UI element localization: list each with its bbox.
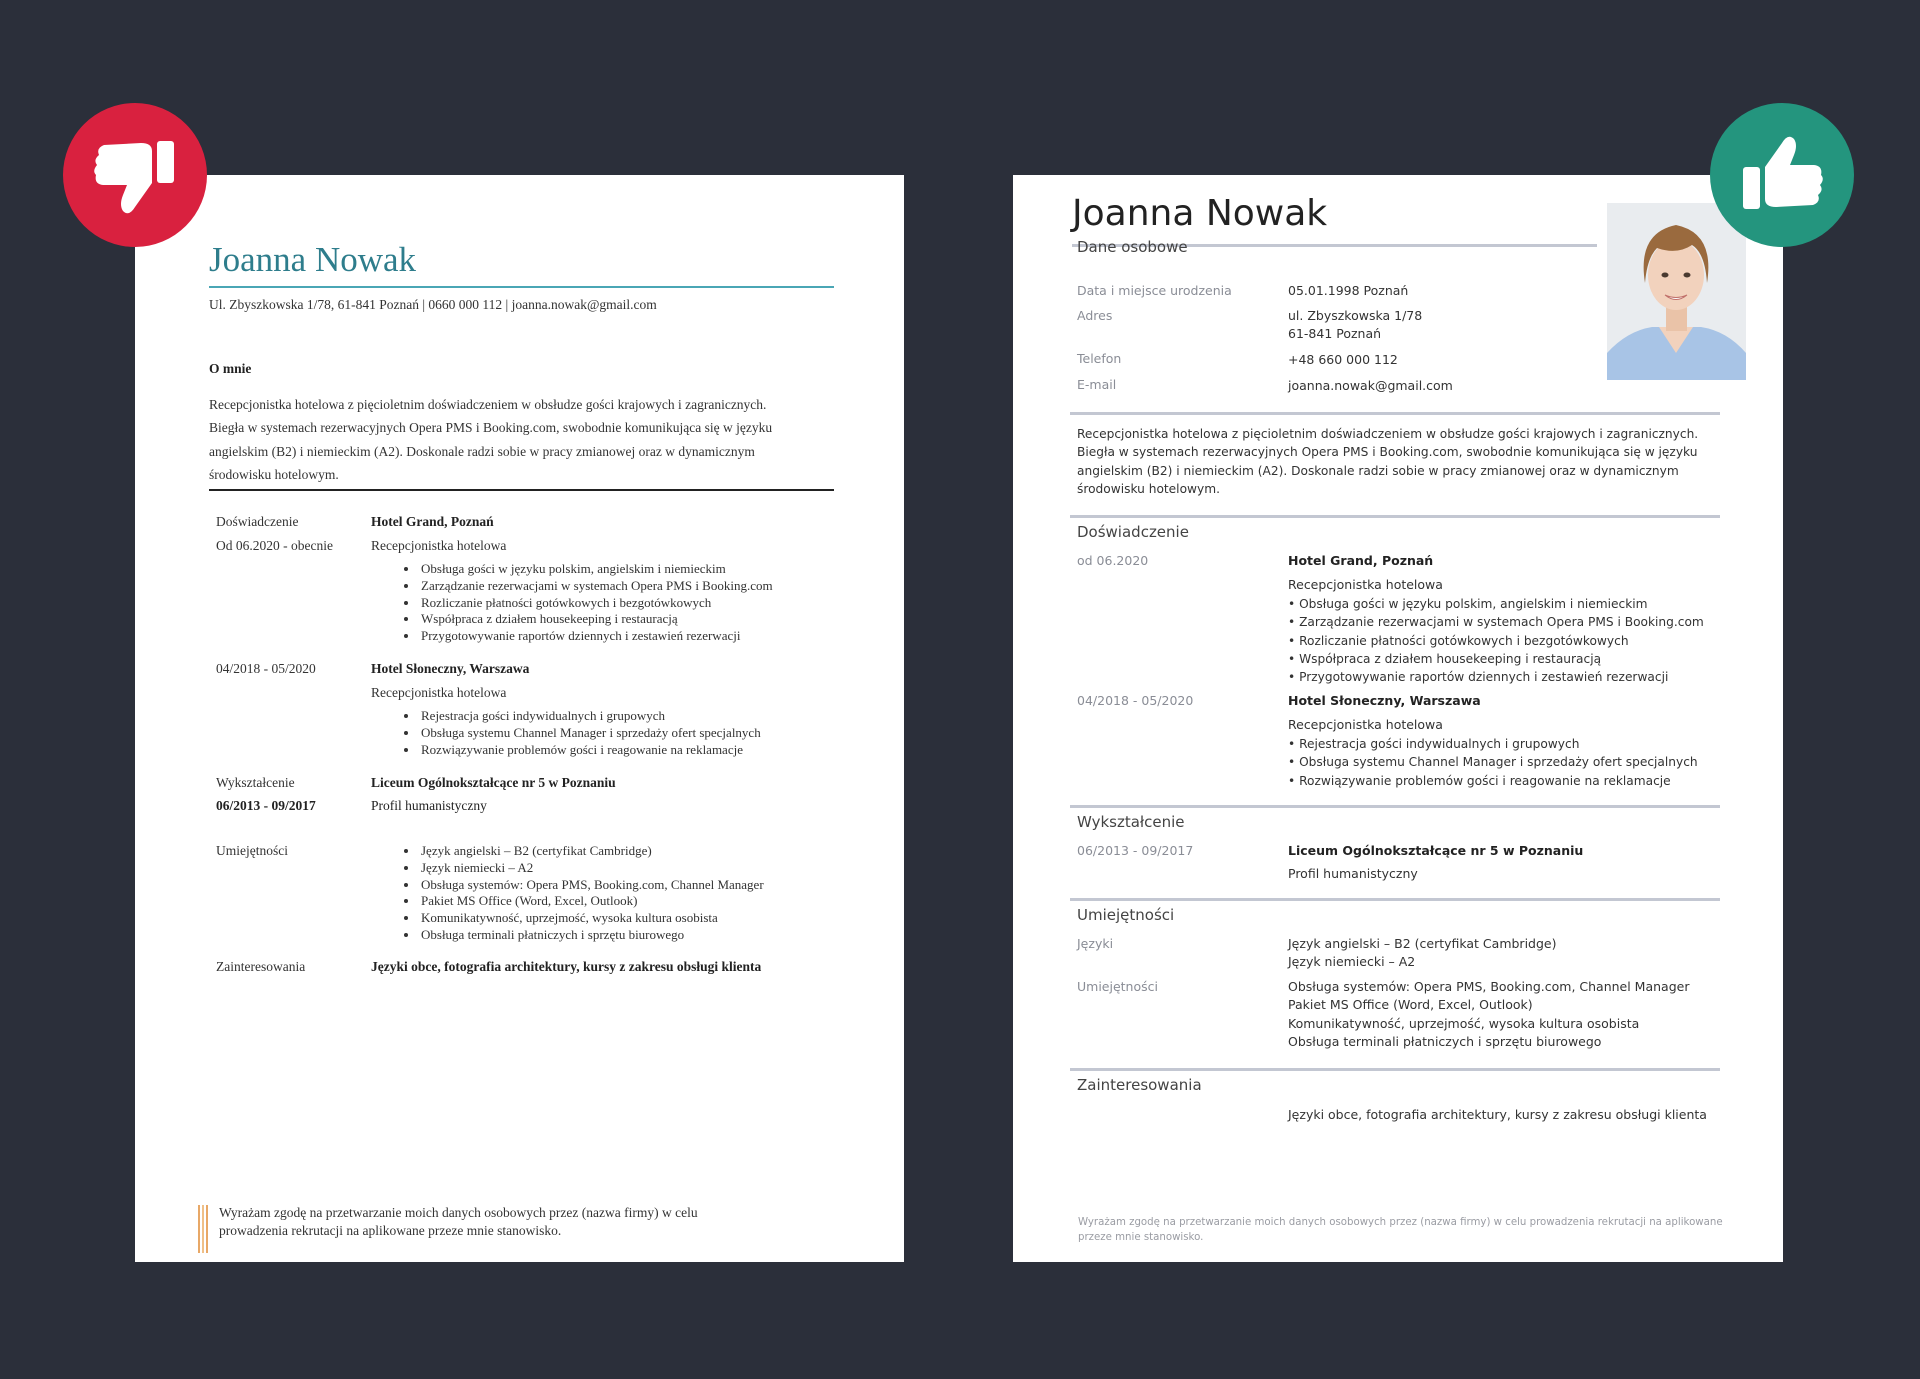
job2-employer: Hotel Słoneczny, Warszawa [371, 661, 530, 676]
list-item: • Przygotowywanie raportów dziennych i zestawień rezerwacji [1288, 668, 1704, 686]
contact-line: Ul. Zbyszkowska 1/78, 61-841 Poznań | 0660 000 112 | joanna.nowak@gmail.com [209, 297, 657, 312]
interests-text: Języki obce, fotografia architektury, kursy z zakresu obsługi klienta [1288, 1107, 1707, 1122]
education-heading: Wykształcenie [1077, 813, 1185, 831]
decorative-stripes [198, 1205, 208, 1253]
list-item: • Zarządzanie rezerwacjami w systemach Opera PMS i Booking.com [1288, 613, 1704, 631]
bad-cv-page [135, 175, 904, 1262]
interests-heading: Zainteresowania [1077, 1076, 1202, 1094]
education-school: Liceum Ogólnokształcące nr 5 w Poznaniu [371, 775, 616, 790]
job2-duties [1288, 735, 1698, 790]
interests-label: Zainteresowania [216, 959, 306, 974]
experience-label: Doświadczenie [216, 514, 299, 529]
job1-employer: Hotel Grand, Poznań [1288, 553, 1434, 568]
list-item: • Zarządzanie rezerwacjami w systemach Opera PMS i Booking.com [419, 578, 773, 595]
section-divider [1070, 1068, 1720, 1071]
consent-clause: Wyrażam zgodę na przetwarzanie moich danych osobowych przez (nazwa firmy) w celu prowadzenia rekrutacji na aplikowane przeze mnie stanowisko. [219, 1205, 698, 1238]
skills-list: Obsługa systemów: Opera PMS, Booking.com, Channel Manager Pakiet MS Office (Word, Excel, Outlook) Komunikatywność, uprzejmość, wysoka kultura osobista Obsługa terminali płatniczych i sprzętu biurowego [1288, 979, 1690, 1049]
list-item: • Obsługa systemu Channel Manager i sprzedaży ofert specjalnych [1288, 753, 1698, 771]
education-profile: Profil humanistyczny [1288, 866, 1418, 881]
thumbs-down-badge [63, 103, 207, 247]
list-item: • Rozwiązywanie problemów gości i reagowanie na reklamacje [1288, 772, 1698, 790]
list-item: • Obsługa systemu Channel Manager i sprzedaży ofert specjalnych [419, 725, 761, 742]
list-item: • Rejestracja gości indywidualnych i grupowych [419, 708, 761, 725]
job2-employer: Hotel Słoneczny, Warszawa [1288, 693, 1481, 708]
experience-heading: Doświadczenie [1077, 523, 1189, 541]
job2-role: Recepcjonistka hotelowa [1288, 717, 1443, 732]
job2-dates: 04/2018 - 05/2020 [1077, 693, 1194, 708]
job1-role: Recepcjonistka hotelowa [1288, 577, 1443, 592]
languages-label: Języki [1077, 936, 1114, 951]
education-dates: 06/2013 - 09/2017 [216, 798, 316, 813]
personal-heading: Dane osobowe [1077, 238, 1188, 256]
thumbs-down-icon [63, 103, 207, 247]
job1-dates: Od 06.2020 - obecnie [216, 538, 333, 553]
job1-role: Recepcjonistka hotelowa [371, 538, 507, 553]
birth-value: 05.01.1998 Poznań [1288, 283, 1409, 298]
skills-heading: Umiejętności [1077, 906, 1175, 924]
address-label: Adres [1077, 308, 1113, 323]
list-item: • Rozliczanie płatności gotówkowych i bezgotówkowych [1288, 632, 1704, 650]
interests-text: Języki obce, fotografia architektury, kursy z zakresu obsługi klienta [371, 959, 762, 974]
list-item: • Rozliczanie płatności gotówkowych i bezgotówkowych [419, 595, 773, 612]
job1-dates: od 06.2020 [1077, 553, 1149, 568]
thumbs-up-icon [1710, 103, 1854, 247]
list-item: • Rozwiązywanie problemów gości i reagowanie na reklamacje [419, 742, 761, 759]
list-item: • Obsługa systemów: Opera PMS, Booking.com, Channel Manager [419, 877, 764, 894]
name-underline [209, 286, 834, 288]
list-item: • Komunikatywność, uprzejmość, wysoka kultura osobista [419, 910, 764, 927]
summary-text: Recepcjonistka hotelowa z pięcioletnim doświadczeniem w obsłudze gości krajowych i zagranicznych. Biegła w systemach rezerwacyjnych Opera PMS i Booking.com, swobodnie komunikująca się w języku angielskim (B2) i niemieckim (A2). Doskonale radzi sobie w pracy zmianowej oraz w dynamicznym środowisku hotelowym. [1077, 427, 1699, 496]
thumbs-up-badge [1710, 103, 1854, 247]
job1-employer: Hotel Grand, Poznań [371, 514, 494, 529]
skills-label: Umiejętności [216, 843, 288, 858]
job1-duties [397, 561, 773, 645]
consent-clause: Wyrażam zgodę na przetwarzanie moich danych osobowych przez (nazwa firmy) w celu prowadzenia rekrutacji na aplikowane przeze mnie stanowisko. [1078, 1217, 1723, 1243]
job2-dates: 04/2018 - 05/2020 [216, 661, 316, 676]
email-label: E-mail [1077, 377, 1117, 392]
list-item: • Pakiet MS Office (Word, Excel, Outlook) [419, 893, 764, 910]
list-item: • Obsługa terminali płatniczych i sprzętu biurowego [419, 927, 764, 944]
education-label: Wykształcenie [216, 775, 295, 790]
list-item: • Obsługa gości w języku polskim, angielskim i niemieckim [1288, 595, 1704, 613]
job1-duties [1288, 595, 1704, 686]
section-divider [1070, 805, 1720, 808]
about-text: Recepcjonistka hotelowa z pięcioletnim doświadczeniem w obsłudze gości krajowych i zagranicznych. Biegła w systemach rezerwacyjnych Opera PMS i Booking.com, swobodnie komunikująca się w języku angielskim (B2) i niemieckim (A2). Doskonale radzi sobie w pracy zmianowej oraz w dynamicznym środowisku hotelowym. [209, 397, 773, 482]
list-item: • Obsługa gości w języku polskim, angielskim i niemieckim [419, 561, 773, 578]
email-value: joanna.nowak@gmail.com [1288, 378, 1453, 393]
section-divider [209, 489, 834, 491]
skills-label: Umiejętności [1077, 979, 1158, 994]
cv-name: Joanna Nowak [209, 240, 417, 279]
list-item: • Współpraca z działem housekeeping i restauracją [1288, 650, 1704, 668]
section-divider [1070, 515, 1720, 518]
list-item: • Przygotowywanie raportów dziennych i zestawień rezerwacji [419, 628, 773, 645]
list-item: • Współpraca z działem housekeeping i restauracją [419, 611, 773, 628]
education-dates: 06/2013 - 09/2017 [1077, 843, 1194, 858]
section-divider [1070, 412, 1720, 415]
education-school: Liceum Ogólnokształcące nr 5 w Poznaniu [1288, 843, 1584, 858]
skills-list [397, 843, 764, 944]
birth-label: Data i miejsce urodzenia [1077, 283, 1232, 298]
cv-name: Joanna Nowak [1072, 193, 1328, 234]
about-heading: O mnie [209, 361, 252, 376]
job2-role: Recepcjonistka hotelowa [371, 685, 507, 700]
address-value: ul. Zbyszkowska 1/78 61-841 Poznań [1288, 308, 1423, 341]
section-divider [1070, 898, 1720, 901]
languages-list: Język angielski – B2 (certyfikat Cambridge) Język niemiecki – A2 [1288, 936, 1557, 970]
list-item: • Rejestracja gości indywidualnych i grupowych [1288, 735, 1698, 753]
list-item: • Język niemiecki – A2 [419, 860, 764, 877]
list-item: • Język angielski – B2 (certyfikat Cambridge) [419, 843, 764, 860]
job2-duties [397, 708, 761, 758]
education-profile: Profil humanistyczny [371, 798, 487, 813]
good-cv-page [1013, 175, 1783, 1262]
phone-label: Telefon [1077, 351, 1122, 366]
phone-value: +48 660 000 112 [1288, 352, 1398, 367]
